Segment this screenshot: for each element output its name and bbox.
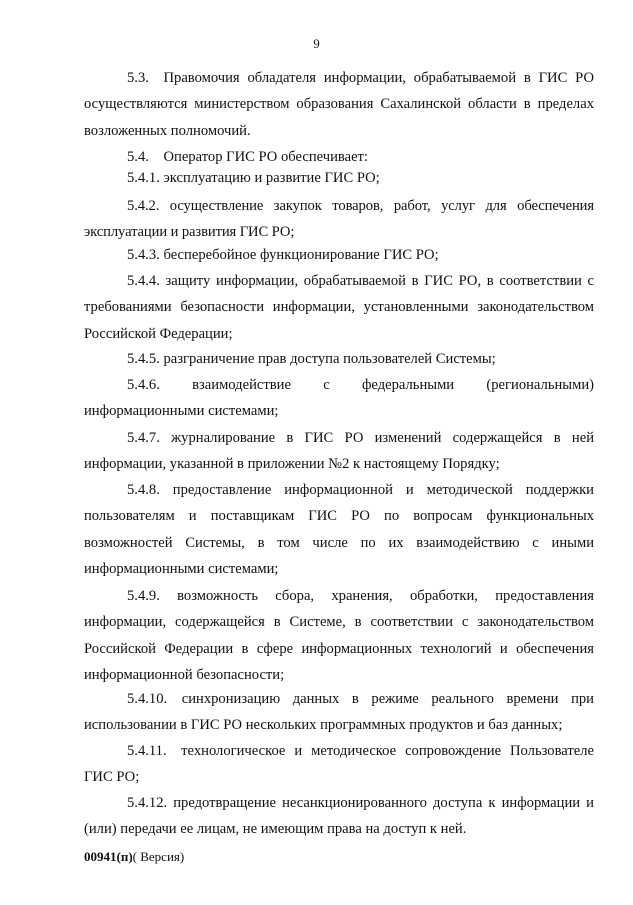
footer-suffix: ( Версия) [132,849,185,864]
page-number: 9 [313,36,320,51]
paragraph-5-4-10: 5.4.10. синхронизацию данных в режиме реального времени при использовании в ГИС РО нескольких программных продуктов и баз данных; [84,691,594,734]
paragraph-5-3: 5.3. Правомочия обладателя информации, обрабатываемой в ГИС РО осуществляются министерством образования Сахалинской области в пределах возложенных полномочий. [84,70,594,139]
document-footer [84,849,184,865]
paragraph-5-4-6: 5.4.6. взаимодействие с федеральными (региональными) информационными системами; [84,377,594,420]
paragraph-5-4-7: 5.4.7. журналирование в ГИС РО изменений содержащейся в ней информации, указанной в приложении №2 к настоящему Порядку; [84,430,594,473]
paragraph-5-4-5: 5.4.5. разграничение прав доступа пользователей Системы; [127,351,496,367]
footer-code: 00941(п) [84,849,133,864]
paragraph-5-4: 5.4. Оператор ГИС РО обеспечивает: [127,149,368,165]
paragraph-5-4-9: 5.4.9. возможность сбора, хранения, обработки, предоставления информации, содержащейся в Системе, в соответствии с законодательством Российской Федерации в сфере информационных технологий и обеспечения информационной безопасности; [84,588,594,684]
paragraph-5-4-1: 5.4.1. эксплуатацию и развитие ГИС РО; [127,170,380,186]
paragraph-5-4-4: 5.4.4. защиту информации, обрабатываемой в ГИС РО, в соответствии с требованиями безопасности информации, установленными законодательством Российской Федерации; [84,273,594,342]
paragraph-5-4-8: 5.4.8. предоставление информационной и методической поддержки пользователям и поставщикам ГИС РО по вопросам функциональных возможностей Системы, в том числе по их взаимодействию с иными информационными системами; [84,482,594,578]
paragraph-5-4-2: 5.4.2. осуществление закупок товаров, работ, услуг для обеспечения эксплуатации и развития ГИС РО; [84,198,594,241]
paragraph-5-4-12: 5.4.12. предотвращение несанкционированного доступа к информации и (или) передачи ее лицам, не имеющим права на доступ к ней. [84,795,594,838]
paragraph-5-4-11: 5.4.11. технологическое и методическое сопровождение Пользователе ГИС РО; [84,743,594,786]
paragraph-5-4-3: 5.4.3. бесперебойное функционирование ГИС РО; [127,247,439,263]
